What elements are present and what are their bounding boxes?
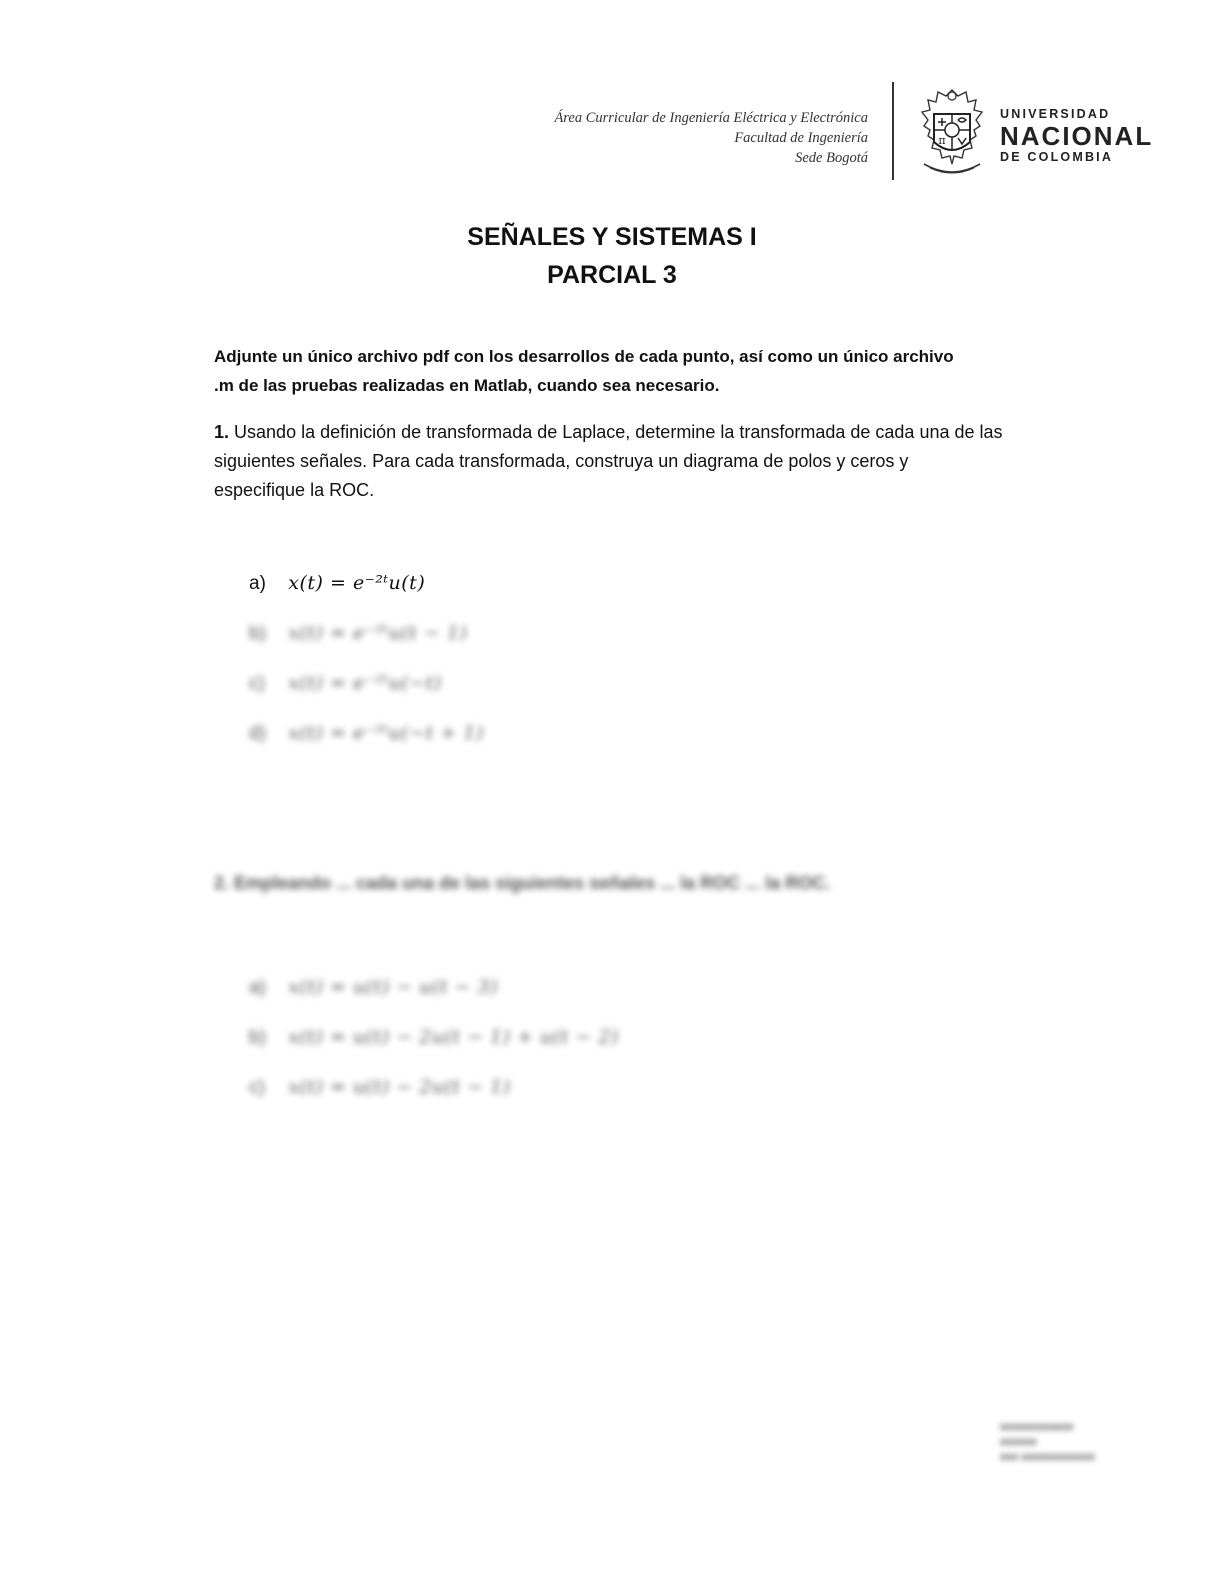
item-expression: x(t) = u(t) − 2u(t − 1) + u(t − 2) bbox=[288, 1026, 619, 1048]
item-label: b) bbox=[249, 623, 266, 644]
item-expression: x(t) = e⁻²ᵗu(−t) bbox=[288, 672, 442, 694]
question-2: 2. Empleando ... cada una de las siguientes señales ... la ROC ... la ROC. bbox=[214, 873, 831, 893]
footer-line: xxxxxx bbox=[1000, 1436, 1037, 1448]
wordmark-de-colombia: DE COLOMBIA bbox=[1000, 150, 1114, 164]
header-line-area: Área Curricular de Ingeniería Eléctrica y Electrónica bbox=[554, 110, 868, 126]
question-1-item-d bbox=[249, 722, 484, 745]
question-1-number: 1. bbox=[214, 422, 230, 442]
item-label: c) bbox=[249, 673, 265, 694]
item-expression: x(t) = e⁻²ᵗu(−t + 1) bbox=[288, 722, 484, 744]
question-2-item-c bbox=[249, 1076, 511, 1099]
question-1-text: Usando la definición de transformada de Laplace, determine la transformada de cada una de las siguientes señales. Para cada transformada, construya un diagrama de polos y ceros y especifique la ROC. bbox=[214, 422, 1003, 500]
faculty-header bbox=[554, 108, 868, 168]
wordmark-universidad: UNIVERSIDAD bbox=[1000, 107, 1111, 121]
header-line-faculty: Facultad de Ingeniería bbox=[734, 130, 868, 146]
footer-line: xxxxxxxxxxxx bbox=[1000, 1421, 1074, 1433]
question-1 bbox=[214, 418, 1004, 505]
item-label: c) bbox=[249, 1077, 265, 1098]
exam-title: PARCIAL 3 bbox=[547, 261, 677, 289]
item-label: a) bbox=[249, 977, 266, 998]
question-2-item-a bbox=[249, 976, 498, 999]
item-expression: x(t) = u(t) − u(t − 3) bbox=[288, 976, 498, 998]
course-title: SEÑALES Y SISTEMAS I bbox=[467, 223, 757, 251]
item-label: a) bbox=[249, 573, 266, 594]
university-wordmark bbox=[1000, 107, 1153, 165]
question-1-item-c bbox=[249, 672, 442, 695]
header-line-campus: Sede Bogotá bbox=[795, 150, 868, 166]
question-1-item-a bbox=[249, 572, 425, 595]
question-1-item-b bbox=[249, 622, 467, 645]
item-expression: x(t) = u(t) − 2u(t − 1) bbox=[288, 1076, 511, 1098]
item-expression: x(t) = e⁻²ᵗu(t − 1) bbox=[288, 622, 468, 644]
document-title bbox=[0, 218, 1224, 294]
crest-pi-symbol: π bbox=[938, 134, 946, 147]
item-expression: x(t) = e⁻²ᵗu(t) bbox=[288, 572, 426, 594]
instructions-paragraph: Adjunte un único archivo pdf con los desarrollos de cada punto, así como un único archivo .m de las pruebas realizadas en Matlab, cuando sea necesario. bbox=[214, 347, 954, 395]
footer-line: xxx xxxxxxxxxxxx bbox=[1000, 1451, 1095, 1463]
wordmark-nacional: NACIONAL bbox=[1000, 121, 1154, 151]
footer-redacted-block bbox=[1000, 1420, 1095, 1465]
item-label: b) bbox=[249, 1027, 266, 1048]
header-divider bbox=[892, 82, 894, 180]
item-label: d) bbox=[249, 723, 266, 744]
university-crest-icon bbox=[914, 84, 990, 182]
question-2-item-b bbox=[249, 1026, 619, 1049]
